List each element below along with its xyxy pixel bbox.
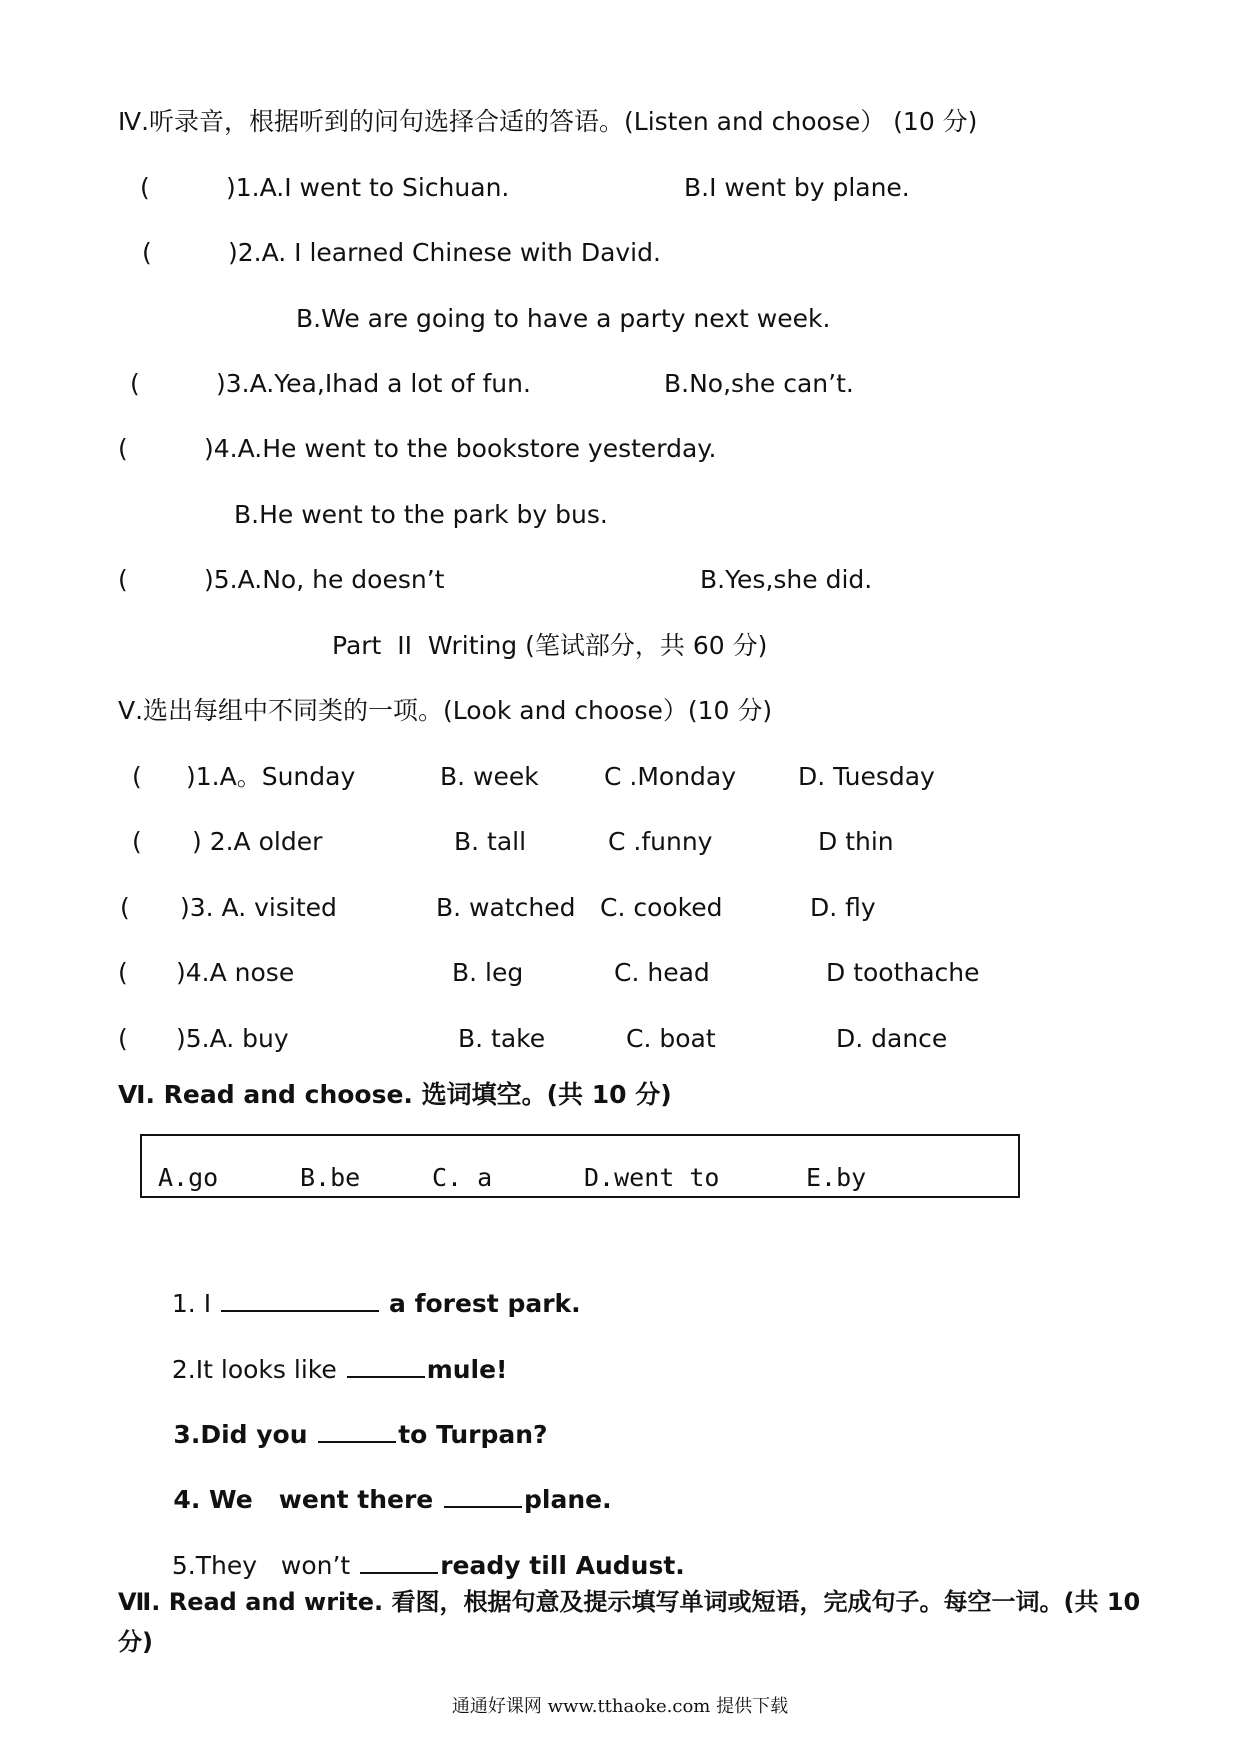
fill-sentence-5 — [156, 1516, 685, 1582]
fill-2-pre: 2.It looks like — [171, 1355, 337, 1384]
q2-option-a: )2.A. I learned Chinese with David. — [228, 238, 661, 267]
section7-heading-cont: 分) — [118, 1628, 153, 1656]
s5-row2-b: B. tall — [454, 827, 527, 856]
fill-5-blank[interactable] — [360, 1548, 438, 1574]
s5-row1-d: D. Tuesday — [798, 762, 935, 791]
s5-row4-b: B. leg — [452, 958, 524, 987]
word-bank-e: E.by — [806, 1163, 867, 1192]
q3-paren: ( — [130, 369, 140, 398]
page-footer: 通通好课网 www.tthaoke.com 提供下载 — [451, 1696, 789, 1717]
fill-sentence-1 — [156, 1254, 581, 1320]
s5-row2-paren: ( — [132, 827, 142, 856]
s5-row5-d: D. dance — [836, 1024, 948, 1053]
fill-sentence-4 — [156, 1450, 612, 1516]
s5-row3-d: D. fly — [810, 893, 876, 922]
section4-heading: Ⅳ.听录音，根据听到的问句选择合适的答语。(Listen and choose） (10 分) — [118, 107, 978, 136]
section6-heading: Ⅵ. Read and choose. 选词填空。(共 10 分) — [118, 1080, 672, 1109]
fill-sentence-3 — [156, 1385, 548, 1451]
s5-row2-a: ) 2.A older — [192, 827, 323, 856]
fill-sentence-2 — [156, 1320, 507, 1386]
s5-row1-paren: ( — [132, 762, 142, 791]
s5-row3-paren: ( — [120, 893, 130, 922]
s5-row1-c: C .Monday — [604, 762, 737, 791]
q5-paren: ( — [118, 565, 128, 594]
s5-row1-b: B. week — [440, 762, 539, 791]
q1-option-b: B.I went by plane. — [684, 173, 910, 202]
s5-row5-b: B. take — [458, 1024, 546, 1053]
fill-1-blank[interactable] — [221, 1286, 379, 1312]
q4-paren: ( — [118, 434, 128, 463]
fill-5-pre: 5.They won’t — [171, 1551, 351, 1580]
s5-row2-c: C .funny — [608, 827, 713, 856]
fill-3-post: to Turpan? — [398, 1420, 548, 1449]
q4-option-a: )4.A.He went to the bookstore yesterday. — [204, 434, 717, 463]
s5-row4-c: C. head — [614, 958, 710, 987]
fill-4-post: plane. — [523, 1485, 612, 1514]
word-bank-a: A.go — [158, 1163, 219, 1192]
q2-paren: ( — [142, 238, 152, 267]
fill-1-pre: 1. I — [171, 1289, 212, 1318]
q5-option-b: B.Yes,she did. — [700, 565, 873, 594]
s5-row4-d: D toothache — [826, 958, 980, 987]
word-bank-d: D.went to — [584, 1163, 720, 1192]
fill-3-blank[interactable] — [318, 1417, 396, 1443]
part2-title: Part II Writing (笔试部分，共 60 分) — [332, 631, 768, 660]
fill-1-post: a forest park. — [389, 1289, 581, 1318]
s5-row5-a: )5.A. buy — [176, 1024, 289, 1053]
q1-paren: ( — [140, 173, 150, 202]
fill-4-blank[interactable] — [444, 1482, 522, 1508]
fill-2-blank[interactable] — [347, 1352, 425, 1378]
q3-option-b: B.No,she can’t. — [664, 369, 854, 398]
s5-row4-a: )4.A nose — [176, 958, 295, 987]
s5-row3-a: )3. A. visited — [180, 893, 337, 922]
s5-row4-paren: ( — [118, 958, 128, 987]
fill-3-pre: 3.Did you — [173, 1420, 308, 1449]
s5-row3-b: B. watched — [436, 893, 576, 922]
s5-row1-a: )1.A。Sunday — [186, 762, 356, 791]
fill-5-post: ready till Audust. — [440, 1551, 685, 1580]
word-bank-box — [140, 1134, 1020, 1198]
fill-4-pre: 4. We went there — [173, 1485, 434, 1514]
fill-2-post: mule! — [426, 1355, 508, 1384]
s5-row5-c: C. boat — [626, 1024, 716, 1053]
s5-row5-paren: ( — [118, 1024, 128, 1053]
q5-option-a: )5.A.No, he doesn’t — [204, 565, 445, 594]
s5-row3-c: C. cooked — [600, 893, 723, 922]
word-bank-c: C. a — [432, 1163, 493, 1192]
q4-option-b: B.He went to the park by bus. — [234, 500, 608, 529]
section7-heading: Ⅶ. Read and write. 看图，根据句意及提示填写单词或短语，完成句子。每空一词。(共 10 — [118, 1588, 1141, 1616]
q3-option-a: )3.A.Yea,Ihad a lot of fun. — [216, 369, 531, 398]
section5-heading: Ⅴ.选出每组中不同类的一项。(Look and choose）(10 分) — [118, 696, 773, 725]
s5-row2-d: D thin — [818, 827, 894, 856]
q2-option-b: B.We are going to have a party next week. — [296, 304, 831, 333]
word-bank-b: B.be — [300, 1163, 361, 1192]
q1-option-a: )1.A.I went to Sichuan. — [226, 173, 510, 202]
